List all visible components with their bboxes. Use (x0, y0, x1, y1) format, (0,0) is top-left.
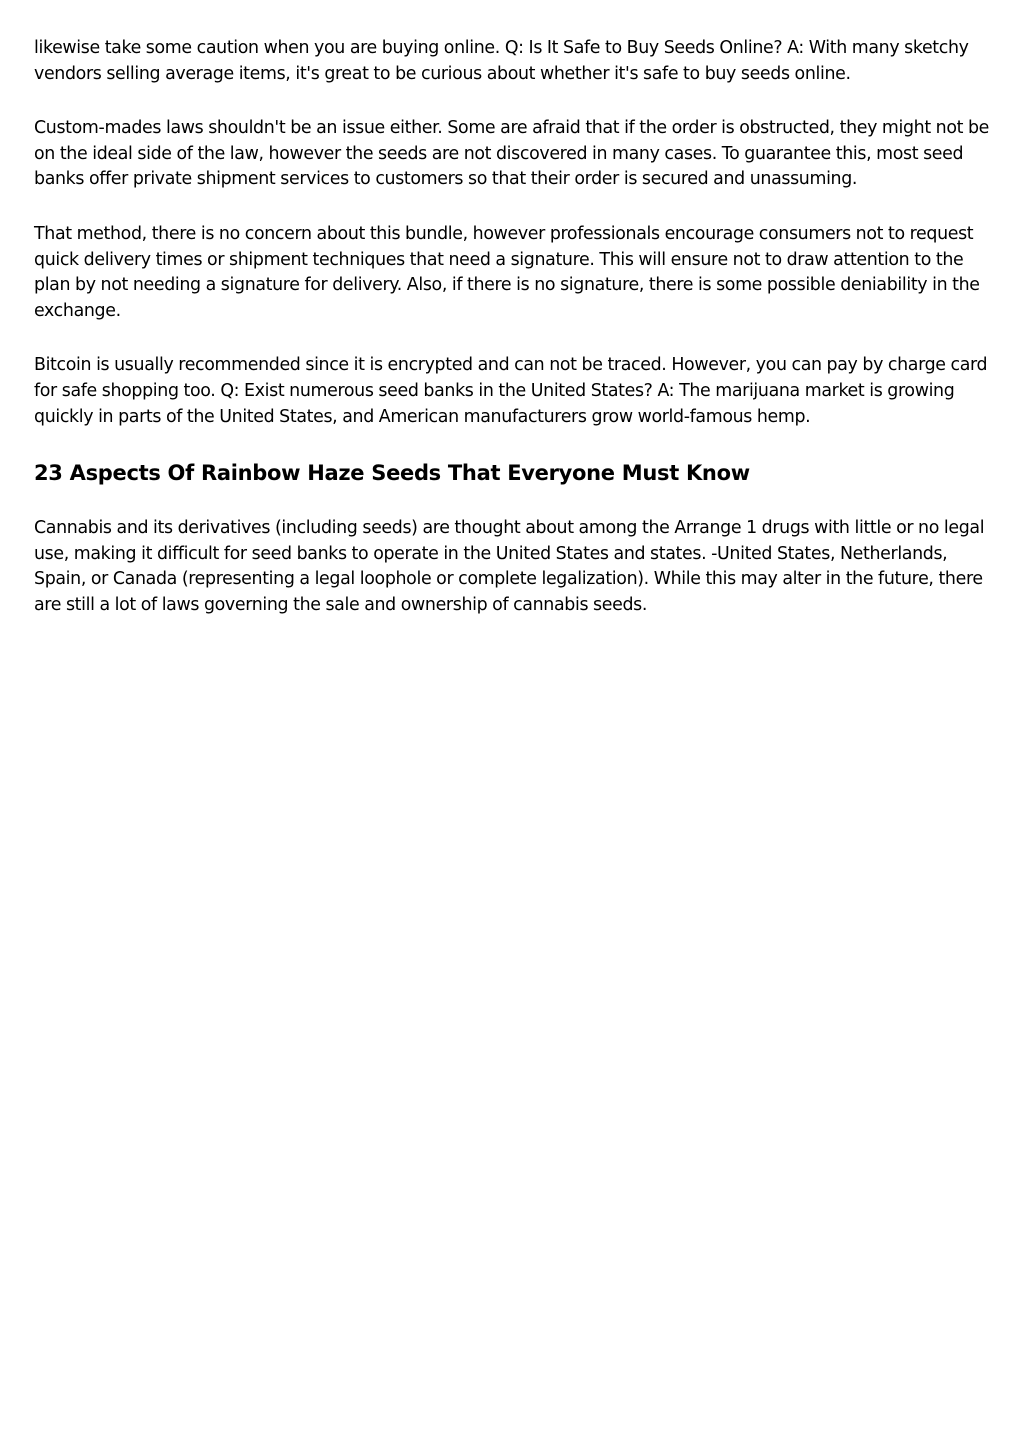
body-paragraph: Bitcoin is usually recommended since it is encrypted and can not be traced. However, you can pay by charge card for safe shopping too. Q: Exist numerous seed banks in the United States? A: The marijuana market is growing quickly in parts of the United States, and American manufacturers grow world-famous hemp. (34, 355, 988, 427)
body-paragraph: Cannabis and its derivatives (including seeds) are thought about among the Arrange 1 drugs with little or no legal use, making it difficult for seed banks to operate in the United States and states. -United States, Netherlands, Spain, or Canada (representing a legal loophole or complete legalization). While this may alter in the future, there are still a lot of laws governing the sale and ownership of cannabis seeds. (34, 518, 985, 615)
body-paragraph: That method, there is no concern about this bundle, however professionals encourage consumers not to request quick delivery times or shipment techniques that need a signature. This will ensure not to draw attention to the plan by not needing a signature for delivery. Also, if there is no signature, there is some possible deniability in the exchange. (34, 223, 980, 321)
section-heading: 23 Aspects Of Rainbow Haze Seeds That Everyone Must Know (34, 461, 750, 486)
body-paragraph: Custom-mades laws shouldn't be an issue either. Some are afraid that if the order is obstructed, they might not be on the ideal side of the law, however the seeds are not discovered in many cases. To guarantee this, most seed banks offer private shipment services to customers so that their order is secured and unassuming. (34, 118, 990, 190)
body-paragraph: likewise take some caution when you are buying online. Q: Is It Safe to Buy Seeds Online? A: With many sketchy vendors selling average items, it's great to be curious about whether it's safe to buy seeds online. (34, 38, 969, 84)
